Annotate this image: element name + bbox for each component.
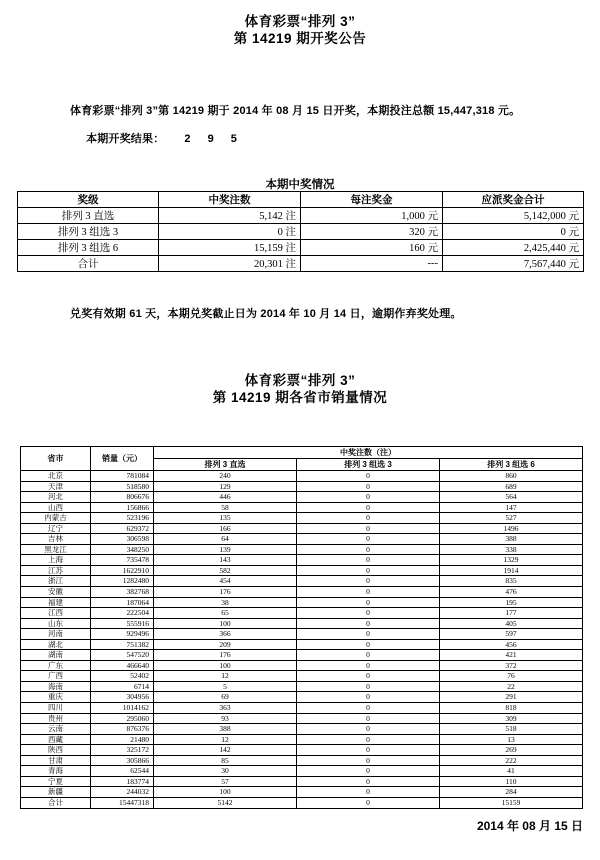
table-cell: 15159 [440, 797, 583, 808]
table-cell: 142 [154, 745, 297, 756]
table-cell: 江苏 [21, 565, 91, 576]
sales-header-wins-group: 中奖注数（注） [154, 447, 583, 459]
prize-table-header-row [18, 192, 584, 208]
table-cell: 江西 [21, 608, 91, 619]
table-row [21, 555, 583, 566]
table-cell: 0 [297, 745, 440, 756]
table-cell: 64 [154, 534, 297, 545]
table-row [21, 471, 583, 482]
table-cell: 合计 [21, 797, 91, 808]
table-cell: 0 元 [443, 224, 584, 240]
announcement-title-line2: 第 14219 期开奖公告 [233, 31, 367, 46]
table-cell: 1914 [440, 565, 583, 576]
table-cell: 41 [440, 766, 583, 777]
table-row [21, 703, 583, 714]
table-cell: 6714 [91, 681, 154, 692]
table-cell: 7,567,440 元 [443, 256, 584, 272]
table-cell: 云南 [21, 724, 91, 735]
table-cell: 1,000 元 [301, 208, 443, 224]
table-cell: 284 [440, 787, 583, 798]
table-cell: 0 [297, 534, 440, 545]
sales-subheader-zuxuan6: 排列 3 组选 6 [440, 459, 583, 471]
table-cell: 重庆 [21, 692, 91, 703]
table-cell: 305866 [91, 755, 154, 766]
table-cell: 547520 [91, 650, 154, 661]
table-cell: 69 [154, 692, 297, 703]
table-cell: 15447318 [91, 797, 154, 808]
table-cell: 100 [154, 618, 297, 629]
table-cell: 浙江 [21, 576, 91, 587]
table-cell: 12 [154, 671, 297, 682]
table-cell: 0 [297, 608, 440, 619]
table-cell: 西藏 [21, 734, 91, 745]
table-cell: 排列 3 直选 [18, 208, 159, 224]
table-row [21, 787, 583, 798]
table-cell: 139 [154, 544, 297, 555]
prize-table [17, 191, 584, 272]
table-cell: 0 [297, 787, 440, 798]
table-cell: 147 [440, 502, 583, 513]
table-cell: 456 [440, 639, 583, 650]
table-cell: 内蒙古 [21, 513, 91, 524]
table-cell: 辽宁 [21, 523, 91, 534]
prize-header-amount: 每注奖金 [301, 192, 443, 208]
table-cell: 320 元 [301, 224, 443, 240]
table-cell: 818 [440, 703, 583, 714]
sales-subheader-zhixuan: 排列 3 直选 [154, 459, 297, 471]
table-cell: 244032 [91, 787, 154, 798]
table-cell: 156866 [91, 502, 154, 513]
table-cell: 0 [297, 724, 440, 735]
table-cell: 2,425,440 元 [443, 240, 584, 256]
table-cell: 325172 [91, 745, 154, 756]
table-cell: 860 [440, 471, 583, 482]
table-cell: 15,159 注 [159, 240, 301, 256]
table-cell: 100 [154, 660, 297, 671]
table-cell: 0 [297, 681, 440, 692]
table-cell: 527 [440, 513, 583, 524]
table-cell: 5142 [154, 797, 297, 808]
table-cell: 240 [154, 471, 297, 482]
table-cell: 0 [297, 587, 440, 598]
table-cell: 135 [154, 513, 297, 524]
table-cell: 合计 [18, 256, 159, 272]
table-cell: 5,142 注 [159, 208, 301, 224]
table-cell: 38 [154, 597, 297, 608]
draw-result-numbers: 2 9 5 [184, 133, 244, 145]
table-cell: 天津 [21, 481, 91, 492]
table-cell: 222 [440, 755, 583, 766]
table-cell: 518580 [91, 481, 154, 492]
table-cell: 0 [297, 703, 440, 714]
table-row [21, 544, 583, 555]
table-row [21, 681, 583, 692]
table-row [21, 534, 583, 545]
table-cell: 排列 3 组选 6 [18, 240, 159, 256]
table-row [21, 587, 583, 598]
table-cell: 160 元 [301, 240, 443, 256]
table-cell: 1329 [440, 555, 583, 566]
draw-result-label: 本期开奖结果： [86, 133, 165, 145]
prize-header-level: 奖级 [18, 192, 159, 208]
table-row [18, 256, 584, 272]
table-cell: 吉林 [21, 534, 91, 545]
table-cell: 0 [297, 618, 440, 629]
table-cell: 629372 [91, 523, 154, 534]
table-cell: 5,142,000 元 [443, 208, 584, 224]
table-cell: 689 [440, 481, 583, 492]
table-cell: 735478 [91, 555, 154, 566]
table-row [21, 608, 583, 619]
table-cell: 山西 [21, 502, 91, 513]
table-cell: 0 [297, 565, 440, 576]
table-row [21, 597, 583, 608]
table-cell: 405 [440, 618, 583, 629]
table-cell: 甘肃 [21, 755, 91, 766]
table-cell: 129 [154, 481, 297, 492]
table-cell: 贵州 [21, 713, 91, 724]
table-cell: 446 [154, 492, 297, 503]
sales-header-sales: 销量（元） [91, 447, 154, 471]
table-cell: 0 [297, 597, 440, 608]
table-cell: 65 [154, 608, 297, 619]
sales-table [20, 446, 583, 809]
table-cell: 湖南 [21, 650, 91, 661]
table-cell: 1282480 [91, 576, 154, 587]
table-cell: 广东 [21, 660, 91, 671]
announcement-title [0, 13, 600, 47]
announcement-title-line1: 体育彩票“排列 3” [244, 14, 356, 29]
table-cell: 781084 [91, 471, 154, 482]
table-cell: 1496 [440, 523, 583, 534]
table-cell: 0 [297, 650, 440, 661]
table-cell: 835 [440, 576, 583, 587]
sales-table-header-row1 [21, 447, 583, 459]
table-row [21, 671, 583, 682]
table-row [21, 797, 583, 808]
table-cell: 295060 [91, 713, 154, 724]
table-row [21, 565, 583, 576]
table-cell: 1622910 [91, 565, 154, 576]
table-cell: 0 [297, 576, 440, 587]
table-cell: 929496 [91, 629, 154, 640]
table-cell: 广西 [21, 671, 91, 682]
table-row [18, 208, 584, 224]
table-row [21, 745, 583, 756]
table-cell: 177 [440, 608, 583, 619]
table-cell: 582 [154, 565, 297, 576]
sales-title [0, 372, 600, 406]
table-cell: 安徽 [21, 587, 91, 598]
table-cell: 466640 [91, 660, 154, 671]
table-cell: 0 [297, 734, 440, 745]
table-cell: 北京 [21, 471, 91, 482]
table-cell: 宁夏 [21, 776, 91, 787]
table-cell: 363 [154, 703, 297, 714]
table-cell: 5 [154, 681, 297, 692]
table-cell: 30 [154, 766, 297, 777]
table-cell: 0 [297, 671, 440, 682]
table-cell: 0 [297, 797, 440, 808]
table-cell: 0 [297, 629, 440, 640]
table-cell: 13 [440, 734, 583, 745]
table-cell: 555916 [91, 618, 154, 629]
table-row [21, 576, 583, 587]
table-cell: 100 [154, 787, 297, 798]
table-cell: 76 [440, 671, 583, 682]
table-row [21, 755, 583, 766]
table-cell: 85 [154, 755, 297, 766]
table-row [21, 660, 583, 671]
table-cell: 110 [440, 776, 583, 787]
redeem-note: 兑奖有效期 61 天，本期兑奖截止日为 2014 年 10 月 14 日，逾期作弃奖处理。 [70, 308, 462, 320]
table-row [21, 766, 583, 777]
table-cell: 597 [440, 629, 583, 640]
table-row [21, 523, 583, 534]
table-row [21, 481, 583, 492]
table-cell: 93 [154, 713, 297, 724]
table-cell: 52402 [91, 671, 154, 682]
table-cell: 366 [154, 629, 297, 640]
table-cell: 黑龙江 [21, 544, 91, 555]
table-row [21, 513, 583, 524]
table-cell: 0 [297, 523, 440, 534]
table-cell: 388 [154, 724, 297, 735]
table-cell: 222504 [91, 608, 154, 619]
table-cell: 195 [440, 597, 583, 608]
table-cell: 523196 [91, 513, 154, 524]
table-cell: 388 [440, 534, 583, 545]
table-cell: 河南 [21, 629, 91, 640]
table-cell: 0 [297, 692, 440, 703]
table-cell: 372 [440, 660, 583, 671]
table-cell: 309 [440, 713, 583, 724]
table-cell: 0 [297, 502, 440, 513]
table-cell: 福建 [21, 597, 91, 608]
table-row [21, 776, 583, 787]
table-row [21, 713, 583, 724]
table-cell: 1014162 [91, 703, 154, 714]
table-cell: 806676 [91, 492, 154, 503]
table-cell: --- [301, 256, 443, 272]
table-row [18, 224, 584, 240]
sales-header-province: 省市 [21, 447, 91, 471]
table-cell: 183774 [91, 776, 154, 787]
table-cell: 304956 [91, 692, 154, 703]
table-cell: 0 [297, 713, 440, 724]
table-cell: 0 [297, 492, 440, 503]
table-cell: 0 [297, 660, 440, 671]
table-cell: 排列 3 组选 3 [18, 224, 159, 240]
table-cell: 421 [440, 650, 583, 661]
table-cell: 143 [154, 555, 297, 566]
table-cell: 20,301 注 [159, 256, 301, 272]
table-cell: 166 [154, 523, 297, 534]
table-cell: 187064 [91, 597, 154, 608]
prize-header-count: 中奖注数 [159, 192, 301, 208]
table-cell: 0 注 [159, 224, 301, 240]
table-cell: 新疆 [21, 787, 91, 798]
issue-date: 2014 年 08 月 15 日 [476, 819, 583, 833]
table-cell: 上海 [21, 555, 91, 566]
table-row [21, 502, 583, 513]
table-cell: 12 [154, 734, 297, 745]
table-cell: 0 [297, 481, 440, 492]
table-cell: 348250 [91, 544, 154, 555]
table-cell: 青海 [21, 766, 91, 777]
intro-paragraph: 体育彩票“排列 3”第 14219 期于 2014 年 08 月 15 日开奖，本期投注总额 15,447,318 元。 [70, 105, 521, 117]
table-cell: 陕西 [21, 745, 91, 756]
table-cell: 0 [297, 755, 440, 766]
table-row [21, 734, 583, 745]
table-cell: 209 [154, 639, 297, 650]
table-cell: 338 [440, 544, 583, 555]
table-cell: 176 [154, 587, 297, 598]
table-row [21, 492, 583, 503]
table-cell: 22 [440, 681, 583, 692]
table-row [21, 639, 583, 650]
table-cell: 476 [440, 587, 583, 598]
sales-title-line1: 体育彩票“排列 3” [244, 373, 356, 388]
table-cell: 0 [297, 471, 440, 482]
table-cell: 58 [154, 502, 297, 513]
table-cell: 518 [440, 724, 583, 735]
sales-title-line2: 第 14219 期各省市销量情况 [212, 390, 388, 405]
draw-result-line [86, 133, 244, 146]
table-cell: 62544 [91, 766, 154, 777]
table-cell: 0 [297, 544, 440, 555]
table-row [18, 240, 584, 256]
table-cell: 876376 [91, 724, 154, 735]
table-cell: 河北 [21, 492, 91, 503]
table-cell: 四川 [21, 703, 91, 714]
table-cell: 0 [297, 513, 440, 524]
table-row [21, 650, 583, 661]
table-cell: 0 [297, 766, 440, 777]
table-cell: 751382 [91, 639, 154, 650]
table-cell: 0 [297, 555, 440, 566]
table-cell: 454 [154, 576, 297, 587]
table-row [21, 724, 583, 735]
table-cell: 564 [440, 492, 583, 503]
table-cell: 269 [440, 745, 583, 756]
table-row [21, 692, 583, 703]
table-cell: 21480 [91, 734, 154, 745]
prize-table-caption: 本期中奖情况 [265, 179, 335, 191]
table-cell: 291 [440, 692, 583, 703]
table-cell: 山东 [21, 618, 91, 629]
table-cell: 湖北 [21, 639, 91, 650]
table-cell: 306598 [91, 534, 154, 545]
table-cell: 57 [154, 776, 297, 787]
table-row [21, 629, 583, 640]
table-row [21, 618, 583, 629]
table-cell: 海南 [21, 681, 91, 692]
table-cell: 382768 [91, 587, 154, 598]
prize-header-total: 应派奖金合计 [443, 192, 584, 208]
table-cell: 0 [297, 639, 440, 650]
sales-subheader-zuxuan3: 排列 3 组选 3 [297, 459, 440, 471]
table-cell: 0 [297, 776, 440, 787]
table-cell: 176 [154, 650, 297, 661]
